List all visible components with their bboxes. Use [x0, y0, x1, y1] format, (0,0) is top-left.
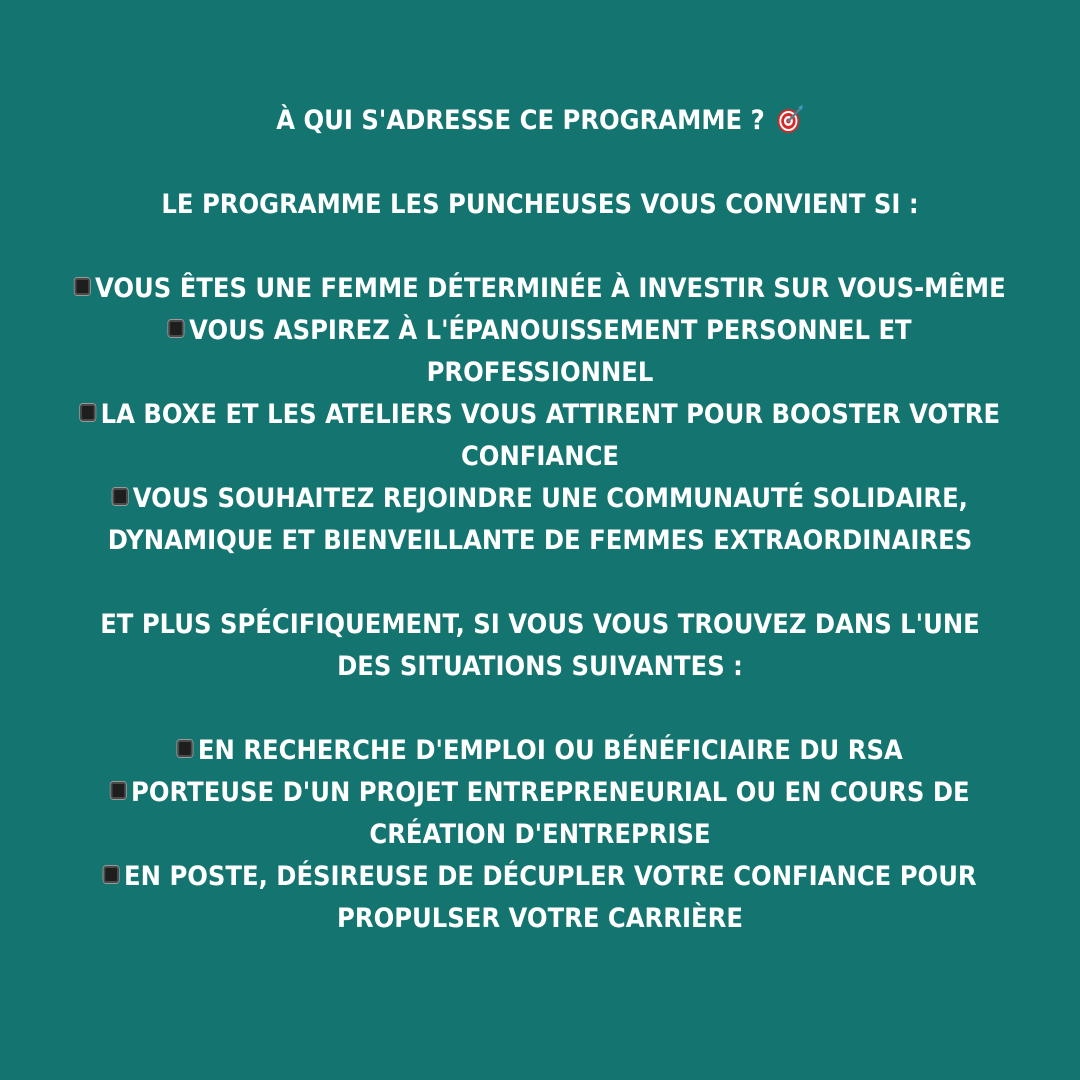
black-square-icon	[112, 488, 127, 505]
target-dart-icon	[777, 104, 804, 134]
criteria-item-text: VOUS ASPIREZ À L'ÉPANOUISSEMENT PERSONNEL ET PROFESSIONNEL	[189, 315, 912, 388]
black-square-icon	[74, 278, 89, 295]
black-square-icon	[103, 866, 118, 883]
criteria-item-text: LA BOXE ET LES ATELIERS VOUS ATTIRENT POUR BOOSTER VOTRE CONFIANCE	[100, 399, 1001, 472]
spacer	[20, 562, 1060, 604]
situation-item	[72, 730, 1008, 772]
situations-intro: ET PLUS SPÉCIFIQUEMENT, SI VOUS VOUS TROUVEZ DANS L'UNE DES SITUATIONS SUIVANTES :	[100, 609, 980, 682]
spacer	[20, 226, 1060, 268]
black-square-icon	[177, 740, 192, 757]
situation-item-text: EN RECHERCHE D'EMPLOI OU BÉNÉFICIAIRE DU RSA	[197, 735, 903, 766]
title: À QUI S'ADRESSE CE PROGRAMME ?	[276, 105, 765, 136]
situation-item-text: EN POSTE, DÉSIREUSE DE DÉCUPLER VOTRE CONFIANCE POUR PROPULSER VOTRE CARRIÈRE	[124, 861, 977, 934]
spacer	[20, 142, 1060, 184]
criteria-item	[72, 268, 1008, 310]
black-square-icon	[110, 782, 125, 799]
black-square-icon	[168, 320, 183, 337]
criteria-item	[72, 478, 1008, 562]
criteria-item-text: VOUS SOUHAITEZ REJOINDRE UNE COMMUNAUTÉ SOLIDAIRE, DYNAMIQUE ET BIENVEILLANTE DE FEMMES EXTRAORDINAIRES	[107, 483, 973, 556]
spacer	[20, 688, 1060, 730]
situation-item	[72, 772, 1008, 856]
criteria-item	[72, 310, 1008, 394]
intro: LE PROGRAMME LES PUNCHEUSES VOUS CONVIENT SI :	[161, 189, 919, 220]
situation-item-text: PORTEUSE D'UN PROJET ENTREPRENEURIAL OU EN COURS DE CRÉATION D'ENTREPRISE	[131, 777, 970, 850]
criteria-item	[72, 394, 1008, 478]
situation-item	[72, 856, 1008, 940]
criteria-item-text: VOUS ÊTES UNE FEMME DÉTERMINÉE À INVESTIR SUR VOUS-MÊME	[94, 273, 1006, 304]
title-line	[72, 100, 1008, 142]
black-square-icon	[80, 404, 95, 421]
